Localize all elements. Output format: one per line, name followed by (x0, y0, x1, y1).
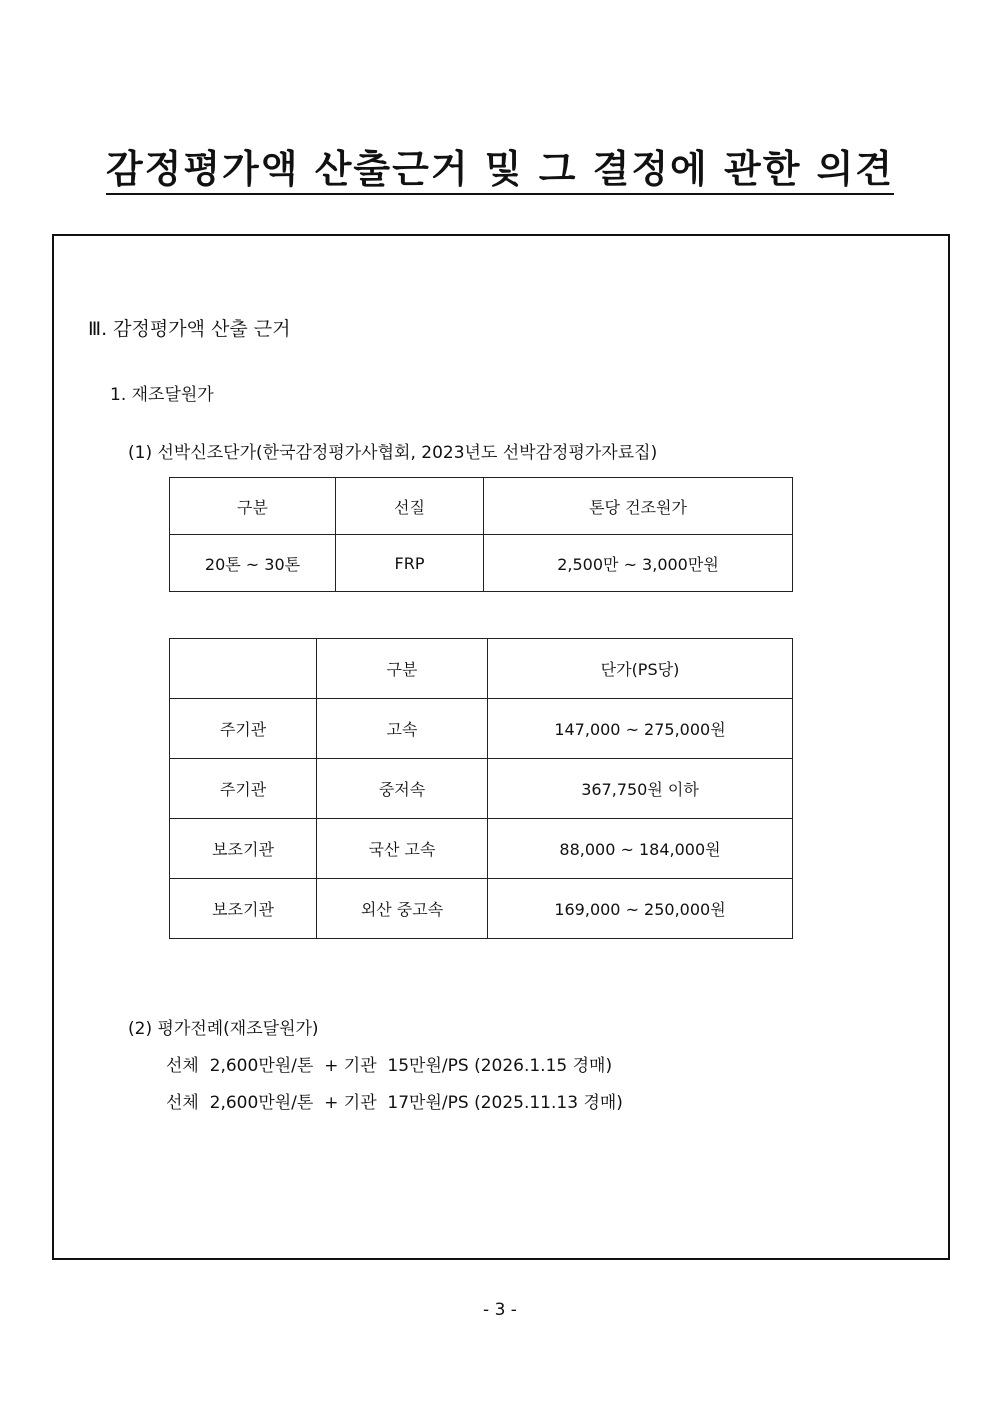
table-row (170, 879, 793, 939)
ship-cost-table (169, 477, 793, 592)
table-cell: FRP (336, 535, 484, 592)
table-cell: 20톤 ~ 30톤 (170, 535, 336, 592)
table-header-row (170, 478, 793, 535)
precedent-case: 선체 2,600만원/톤 + 기관 15만원/PS (2026.1.15 경매) (166, 1056, 613, 1076)
table-header-row (170, 639, 793, 699)
page-title: 감정평가액 산출근거 및 그 결정에 관한 의견 (0, 138, 1000, 193)
table-cell: 보조기관 (170, 819, 317, 879)
table-cell: 외산 중고속 (317, 879, 488, 939)
table-cell: 주기관 (170, 759, 317, 819)
table-header-cell: 선질 (336, 478, 484, 535)
table-cell: 147,000 ~ 275,000원 (488, 699, 793, 759)
table-row (170, 535, 793, 592)
table-cell: 국산 고속 (317, 819, 488, 879)
precedent-case: 선체 2,600만원/톤 + 기관 17만원/PS (2025.11.13 경매) (166, 1093, 623, 1113)
table-cell: 367,750원 이하 (488, 759, 793, 819)
table-cell: 보조기관 (170, 879, 317, 939)
table-cell: 88,000 ~ 184,000원 (488, 819, 793, 879)
table-header-cell: 단가(PS당) (488, 639, 793, 699)
table-cell: 주기관 (170, 699, 317, 759)
table-cell: 중저속 (317, 759, 488, 819)
item-heading-2: (2) 평가전례(재조달원가) (128, 1019, 319, 1039)
table-header-cell: 톤당 건조원가 (484, 478, 793, 535)
table-cell: 고속 (317, 699, 488, 759)
engine-cost-table (169, 638, 793, 939)
table-cell: 169,000 ~ 250,000원 (488, 879, 793, 939)
table-cell: 2,500만 ~ 3,000만원 (484, 535, 793, 592)
table-row (170, 759, 793, 819)
table-header-cell (170, 639, 317, 699)
item-heading-1: (1) 선박신조단가(한국감정평가사협회, 2023년도 선박감정평가자료집) (128, 443, 658, 463)
table-header-cell: 구분 (317, 639, 488, 699)
table-row (170, 699, 793, 759)
section-heading: Ⅲ. 감정평가액 산출 근거 (88, 318, 291, 340)
table-row (170, 819, 793, 879)
table-header-cell: 구분 (170, 478, 336, 535)
page-number: - 3 - (483, 1300, 517, 1320)
subsection-heading: 1. 재조달원가 (110, 385, 214, 405)
